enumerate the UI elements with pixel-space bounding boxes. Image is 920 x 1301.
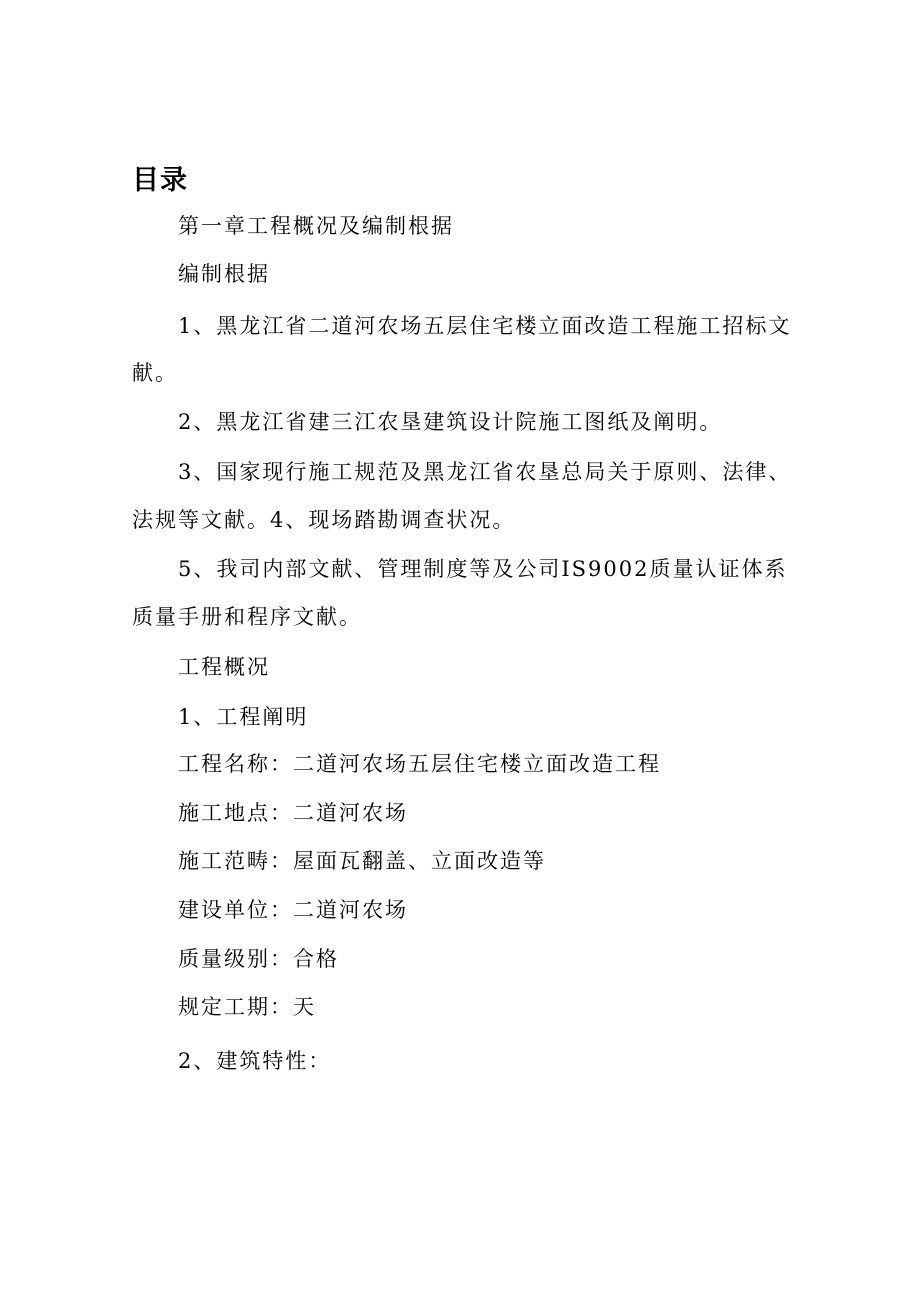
basis-item-3-line2: 法规等文献。4、现场踏勘调查状况。 — [132, 508, 516, 532]
overview-sub-heading-1: 1、工程阐明 — [178, 705, 309, 729]
basis-item-5-line1: 5、我司内部文献、管理制度等及公司IS9002质量认证体系 — [178, 557, 788, 581]
overview-heading: 工程概况 — [178, 655, 270, 679]
page-title: 目录 — [132, 165, 188, 196]
owner-unit: 建设单位：二道河农场 — [178, 898, 408, 922]
project-name: 工程名称：二道河农场五层住宅楼立面改造工程 — [178, 752, 661, 776]
basis-item-1-line1: 1、黑龙江省二道河农场五层住宅楼立面改造工程施工招标文 — [178, 314, 792, 338]
basis-item-5-line2: 质量手册和程序文献。 — [132, 605, 362, 629]
basis-item-3-line1: 3、国家现行施工规范及黑龙江省农垦总局关于原则、法律、 — [178, 460, 792, 484]
basis-item-2: 2、黑龙江省建三江农垦建筑设计院施工图纸及阐明。 — [178, 410, 723, 434]
basis-heading: 编制根据 — [178, 262, 270, 286]
construction-scope: 施工范畴：屋面瓦翻盖、立面改造等 — [178, 849, 546, 873]
basis-item-1-line2: 献。 — [132, 361, 178, 385]
overview-sub-heading-2: 2、建筑特性： — [178, 1049, 332, 1073]
chapter-heading: 第一章工程概况及编制根据 — [178, 214, 454, 238]
contract-period: 规定工期：天 — [178, 995, 316, 1019]
quality-grade: 质量级别：合格 — [178, 947, 339, 971]
construction-site: 施工地点：二道河农场 — [178, 801, 408, 825]
